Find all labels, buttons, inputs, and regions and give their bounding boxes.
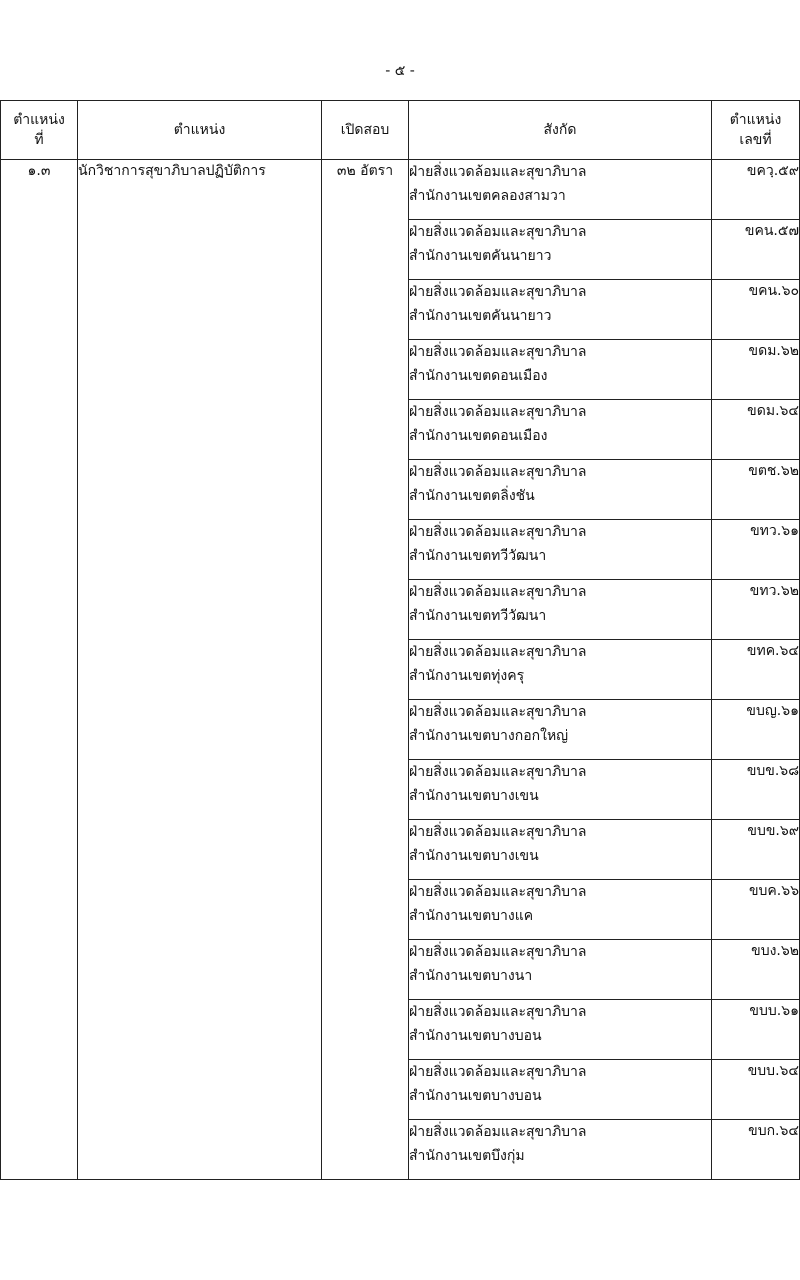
division-name: ฝ่ายสิ่งแวดล้อมและสุขาภิบาล bbox=[409, 884, 587, 900]
division-name: ฝ่ายสิ่งแวดล้อมและสุขาภิบาล bbox=[409, 524, 587, 540]
division-name: ฝ่ายสิ่งแวดล้อมและสุขาภิบาล bbox=[409, 824, 587, 840]
header-position-code: ตำแหน่ง เลขที่ bbox=[712, 101, 800, 160]
division-name: ฝ่ายสิ่งแวดล้อมและสุขาภิบาล bbox=[409, 1004, 587, 1020]
position-code-cell: ขบข.๖๘ bbox=[712, 760, 800, 820]
office-name: สำนักงานเขตดอนเมือง bbox=[409, 428, 548, 444]
position-code-cell: ขบง.๖๒ bbox=[712, 940, 800, 1000]
position-code-cell: ขควฺ.๕๙ bbox=[712, 160, 800, 220]
header-open-exam: เปิดสอบ bbox=[322, 101, 409, 160]
office-name: สำนักงานเขตบางนา bbox=[409, 968, 533, 984]
division-name: ฝ่ายสิ่งแวดล้อมและสุขาภิบาล bbox=[409, 284, 587, 300]
position-code-cell: ขทว.๖๑ bbox=[712, 520, 800, 580]
position-code-cell: ขตช.๖๒ bbox=[712, 460, 800, 520]
office-name: สำนักงานเขตคันนายาว bbox=[409, 308, 552, 324]
office-name: สำนักงานเขตคลองสามวา bbox=[409, 188, 566, 204]
department-cell bbox=[409, 340, 712, 400]
department-cell bbox=[409, 880, 712, 940]
department-cell bbox=[409, 400, 712, 460]
division-name: ฝ่ายสิ่งแวดล้อมและสุขาภิบาล bbox=[409, 1064, 587, 1080]
division-name: ฝ่ายสิ่งแวดล้อมและสุขาภิบาล bbox=[409, 584, 587, 600]
position-code-cell: ขคน.๕๗ bbox=[712, 220, 800, 280]
division-name: ฝ่ายสิ่งแวดล้อมและสุขาภิบาล bbox=[409, 644, 587, 660]
table-header-row bbox=[1, 101, 800, 160]
department-cell bbox=[409, 1000, 712, 1060]
header-position: ตำแหน่ง bbox=[78, 101, 322, 160]
department-cell bbox=[409, 580, 712, 640]
office-name: สำนักงานเขตบึงกุ่ม bbox=[409, 1148, 525, 1164]
department-cell bbox=[409, 1120, 712, 1180]
division-name: ฝ่ายสิ่งแวดล้อมและสุขาภิบาล bbox=[409, 1124, 587, 1140]
table-row bbox=[1, 160, 800, 220]
division-name: ฝ่ายสิ่งแวดล้อมและสุขาภิบาล bbox=[409, 344, 587, 360]
department-cell bbox=[409, 940, 712, 1000]
department-cell bbox=[409, 160, 712, 220]
division-name: ฝ่ายสิ่งแวดล้อมและสุขาภิบาล bbox=[409, 404, 587, 420]
division-name: ฝ่ายสิ่งแวดล้อมและสุขาภิบาล bbox=[409, 464, 587, 480]
table-body bbox=[1, 160, 800, 1180]
positions-table bbox=[0, 100, 800, 1180]
office-name: สำนักงานเขตบางแค bbox=[409, 908, 534, 924]
office-name: สำนักงานเขตบางเขน bbox=[409, 788, 539, 804]
header-department: สังกัด bbox=[409, 101, 712, 160]
office-name: สำนักงานเขตทวีวัฒนา bbox=[409, 548, 547, 564]
position-code-cell: ขคน.๖๐ bbox=[712, 280, 800, 340]
department-cell bbox=[409, 700, 712, 760]
office-name: สำนักงานเขตดอนเมือง bbox=[409, 368, 548, 384]
office-name: สำนักงานเขตบางบอน bbox=[409, 1028, 542, 1044]
department-cell bbox=[409, 640, 712, 700]
department-cell bbox=[409, 460, 712, 520]
position-number-cell: ๑.๓ bbox=[1, 160, 78, 1180]
position-title-cell: นักวิชาการสุขาภิบาลปฏิบัติการ bbox=[78, 160, 322, 1180]
department-cell bbox=[409, 760, 712, 820]
division-name: ฝ่ายสิ่งแวดล้อมและสุขาภิบาล bbox=[409, 164, 587, 180]
position-code-cell: ขบญ.๖๑ bbox=[712, 700, 800, 760]
division-name: ฝ่ายสิ่งแวดล้อมและสุขาภิบาล bbox=[409, 704, 587, 720]
department-cell bbox=[409, 520, 712, 580]
open-exam-count-cell: ๓๒ อัตรา bbox=[322, 160, 409, 1180]
office-name: สำนักงานเขตบางบอน bbox=[409, 1088, 542, 1104]
division-name: ฝ่ายสิ่งแวดล้อมและสุขาภิบาล bbox=[409, 944, 587, 960]
office-name: สำนักงานเขตบางกอกใหญ่ bbox=[409, 728, 569, 744]
division-name: ฝ่ายสิ่งแวดล้อมและสุขาภิบาล bbox=[409, 764, 587, 780]
position-code-cell: ขบค.๖๖ bbox=[712, 880, 800, 940]
position-code-cell: ขดม.๖๒ bbox=[712, 340, 800, 400]
department-cell bbox=[409, 280, 712, 340]
division-name: ฝ่ายสิ่งแวดล้อมและสุขาภิบาล bbox=[409, 224, 587, 240]
position-code-cell: ขทว.๖๒ bbox=[712, 580, 800, 640]
department-cell bbox=[409, 820, 712, 880]
department-cell bbox=[409, 1060, 712, 1120]
office-name: สำนักงานเขตตลิ่งชัน bbox=[409, 488, 535, 504]
position-code-cell: ขบบ.๖๑ bbox=[712, 1000, 800, 1060]
header-position-number: ตำแหน่ง ที่ bbox=[1, 101, 78, 160]
office-name: สำนักงานเขตทวีวัฒนา bbox=[409, 608, 547, 624]
page-number: - ๕ - bbox=[385, 63, 415, 79]
position-code-cell: ขดม.๖๔ bbox=[712, 400, 800, 460]
position-code-cell: ขบก.๖๔ bbox=[712, 1120, 800, 1180]
office-name: สำนักงานเขตทุ่งครุ bbox=[409, 668, 525, 684]
office-name: สำนักงานเขตบางเขน bbox=[409, 848, 539, 864]
department-cell bbox=[409, 220, 712, 280]
position-code-cell: ขบบ.๖๔ bbox=[712, 1060, 800, 1120]
position-code-cell: ขทค.๖๔ bbox=[712, 640, 800, 700]
position-code-cell: ขบข.๖๙ bbox=[712, 820, 800, 880]
office-name: สำนักงานเขตคันนายาว bbox=[409, 248, 552, 264]
